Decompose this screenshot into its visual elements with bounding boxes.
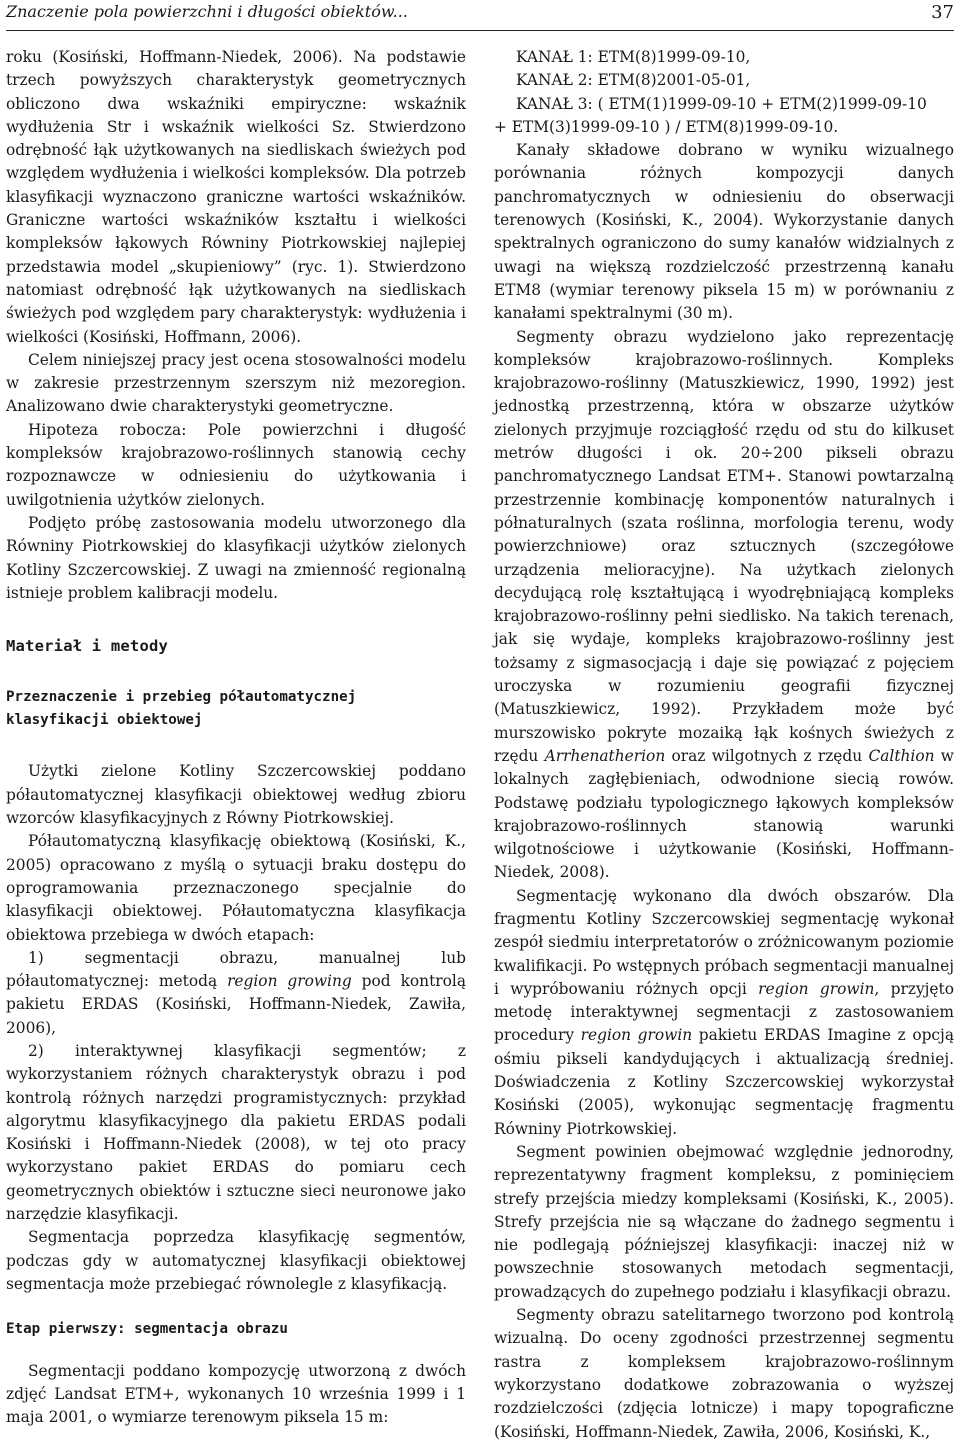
emphasis: region growin — [758, 979, 875, 998]
channel-line: KANAŁ 2: ETM(8)2001-05-01, — [516, 71, 751, 90]
paragraph: Segmenty obrazu satelitarnego tworzono pod kontrolą wizualną. Do oceny zgodności przestrzennej segmentu rastra z kompleksem krajobrazowo-roślinnym wykorzystano dodatkowe zobrazowania o wyższej rozdzielczości (zdjęcia lotnicze) i mapy topograficzne (Kosiński, Hoffmann-Niedek, Zawiła, 2006, Kosiński, K., — [494, 1306, 954, 1441]
text: oraz wilgotnych z rzędu — [665, 746, 869, 765]
text: Segmentację wykonano dla dwóch obszarów. Dla fragmentu Kotliny Szczercowskiej segmentację wykonał zespół siedmiu interpretatorów o zróżnicowanym poziomie kwalifikacji. Po wstępnych próbach segmentacji manualnej i wypróbowaniu różnych opcji — [494, 886, 954, 998]
text: , przyjęto metodę interaktywnej segmentacji z zastosowaniem procedury — [494, 979, 954, 1045]
left-column — [6, 46, 466, 1429]
page-number: 37 — [931, 2, 954, 23]
text: 1) segmentacji obrazu, manualnej lub półautomatycznej: metodą — [6, 948, 466, 991]
section-title: Materiał i metody — [6, 637, 169, 656]
paragraph: roku (Kosiński, Hoffmann-Niedek, 2006). Na podstawie trzech powyższych charakterystyk geometrycznych obliczono dwa wskaźniki empiryczne: wskaźnik wydłużenia Str i wskaźnik wielkości Sz. Stwierdzono odrębność łąk użytkowanych na siedliskach świeżych pod względem wydłużenia i wielkości kompleksów. Dla potrzeb klasyfikacji wyznaczono graniczne wartości wskaźników. Graniczne wartości wskaźników kształtu i wielkości kompleksów łąkowych Równiny Piotrkowskiej najlepiej przedstawia model „skupieniowy” (ryc. 1). Stwierdzono natomiast odrębność łąk użytkowanych na siedliskach świeżych pod względem pary charakterystyk: wydłużenia i wielkości (Kosiński, Hoffmann, 2006). — [6, 48, 466, 346]
list-item: 2) interaktywnej klasyfikacji segmentów; z wykorzystaniem różnych charakterystyk obrazu i pod kontrolą różnych narzędzi programistycznych: przykład algorytmu klasyfikacyjnego dla pakietu ERDAS podali Kosiński i Hoffmann-Niedek (2008), w tej oto pracy wykorzystano pakiet ERDAS do pomiaru cech geometrycznych obiektów i sztuczne sieci neuronowe jako narzędzie klasyfikacji. — [6, 1041, 466, 1224]
subsection-title: Przeznaczenie i przebieg półautomatycznej klasyfikacji obiektowej — [6, 689, 357, 729]
emphasis: Arrhenatherion — [544, 746, 666, 765]
emphasis: Calthion — [868, 746, 935, 765]
paragraph: Celem niniejszej pracy jest ocena stosowalności modelu w zakresie przestrzennym szerszym niż mezoregion. Analizowano dwie charakterystyki geometryczne. — [6, 350, 466, 416]
paragraph: Półautomatyczną klasyfikację obiektową (Kosiński, K., 2005) opracowano z myślą o sytuacji braku dostępu do oprogramowania przeznaczonego specjalnie do klasyfikacji obiektowej. Półautomatyczna klasyfikacja obiektowa przebiega w dwóch etapach: — [6, 832, 466, 944]
paragraph: Kanały składowe dobrano w wyniku wizualnego porównania różnych kompozycji danych panchromatycznych w odniesieniu do obserwacji terenowych (Kosiński, K., 2004). Wykorzystanie danych spektralnych ograniczono do sumy kanałów widzialnych z uwagi na większą rozdzielczość przestrzenną kanału ETM8 (wymiar terenowy piksela 15 m) w porównaniu z kanałami spektralnymi (30 m). — [494, 141, 954, 323]
paragraph: Użytki zielone Kotliny Szczercowskiej poddano półautomatycznej klasyfikacji obiektowej według zbioru wzorców klasyfikacyjnych z Równy Piotrkowskiej. — [6, 762, 466, 828]
right-column — [494, 46, 954, 1444]
paragraph: Segment powinien obejmować względnie jednorodny, reprezentatywny fragment kompleksu, z pominięciem strefy przejścia miedzy kompleksami (Kosiński, K., 2005). Strefy przejścia nie są włączane do żadnego segmentu i nie podlegają późniejszej klasyfikacji: inaczej niż w powszechnie stosowanych metodach segmentacji, prowadzących do zupełnego podziału i klasyfikacji obrazu. — [494, 1142, 954, 1301]
paragraph: Podjęto próbę zastosowania modelu utworzonego dla Równiny Piotrkowskiej do klasyfikacji użytków zielonych Kotliny Szczercowskiej. Z uwagi na zmienność regionalną istnieje problem kalibracji modelu. — [6, 513, 466, 602]
channel-line: + ETM(3)1999-09-10 ) / ETM(8)1999-09-10. — [494, 117, 839, 136]
emphasis: region growin — [580, 1026, 693, 1045]
text: w lokalnych zagłębieniach, odwodnione siecią rowów. Podstawę podziału typologicznego łąkowych kompleksów krajobrazowo-roślinnych stanowią warunki wilgotnościowe i użytkowanie (Kosiński, Hoffmann-Niedek, 2008). — [494, 746, 954, 882]
header-rule — [6, 30, 954, 31]
page-header — [6, 0, 954, 34]
stage-title: Etap pierwszy: segmentacja obrazu — [6, 1321, 288, 1338]
channel-line: KANAŁ 1: ETM(8)1999-09-10, — [516, 48, 751, 66]
text: pakietu ERDAS Imagine z opcją ośmiu pikseli kandydujących i aktualizacją średniej. Doświadczenia z Kotliny Szczercowskiej wykorzystał Kosiński (2005), wykonując segmentację fragmentu Równiny Piotrkowskiej. — [494, 1026, 955, 1138]
running-title: Znaczenie pola powierzchni i długości obiektów... — [6, 2, 408, 21]
paragraph — [494, 885, 954, 1141]
text: Segmenty obrazu wydzielono jako reprezentację kompleksów krajobrazowo-roślinnych. Kompleks krajobrazowo-roślinny (Matuszkiewicz, 1990, 1992) jest jednostką przestrzenną, która w obszarze użytków zielonych przyjmuje rozciągłość rzędu od stu do kilkuset metrów długości i ok. 20÷200 pikseli obrazu panchromatycznego Landsat ETM+. Stanowi powtarzalną przestrzennie kombinację komponentów naturalnych i półnaturalnych (szata roślinna, morfologia terenu, wody powierzchniowe) oraz sztucznych (szczegółowe urządzenia melioracyjne). Na użytkach zielonych decydującą rolę kształtującą i wyodrębniającą kompleks krajobrazowo-roślinny pełni siedlisko. Na takich terenach, jak się wydaje, kompleks krajobrazowo-roślinny jest tożsamy z sigmasocjacją i daje się powiązać z pojęciem uroczyska w rozumieniu geografii fizycznej (Matuszkiewicz, 1992). Przykładem może być murszowisko pokryte mozaiką łąk kośnych świeżych z rzędu — [494, 327, 954, 765]
emphasis: region growing — [227, 972, 352, 991]
list-item — [6, 947, 466, 1040]
text: pod kontrolą pakietu ERDAS (Kosiński, Hoffmann-Niedek, Zawiła, 2006), — [6, 972, 466, 1037]
channel-line: KANAŁ 3: ( ETM(1)1999-09-10 + ETM(2)1999-09-10 — [516, 94, 927, 113]
paragraph: Segmentacja poprzedza klasyfikację segmentów, podczas gdy w automatycznej klasyfikacji obiektowej segmentacja może przebiegać równolegle z klasyfikacją. — [6, 1228, 466, 1293]
paragraph — [494, 326, 954, 885]
paragraph: Segmentacji poddano kompozycję utworzoną z dwóch zdjęć Landsat ETM+, wykonanych 10 września 1999 i 1 maja 2001, o wymiarze terenowym piksela 15 m: — [6, 1361, 466, 1427]
paragraph: Hipoteza robocza: Pole powierzchni i długość kompleksów krajobrazowo-roślinnych stanowią cechy rozpoznawcze w odniesieniu do użytkowania i uwilgotnienia użytków zielonych. — [6, 420, 466, 509]
